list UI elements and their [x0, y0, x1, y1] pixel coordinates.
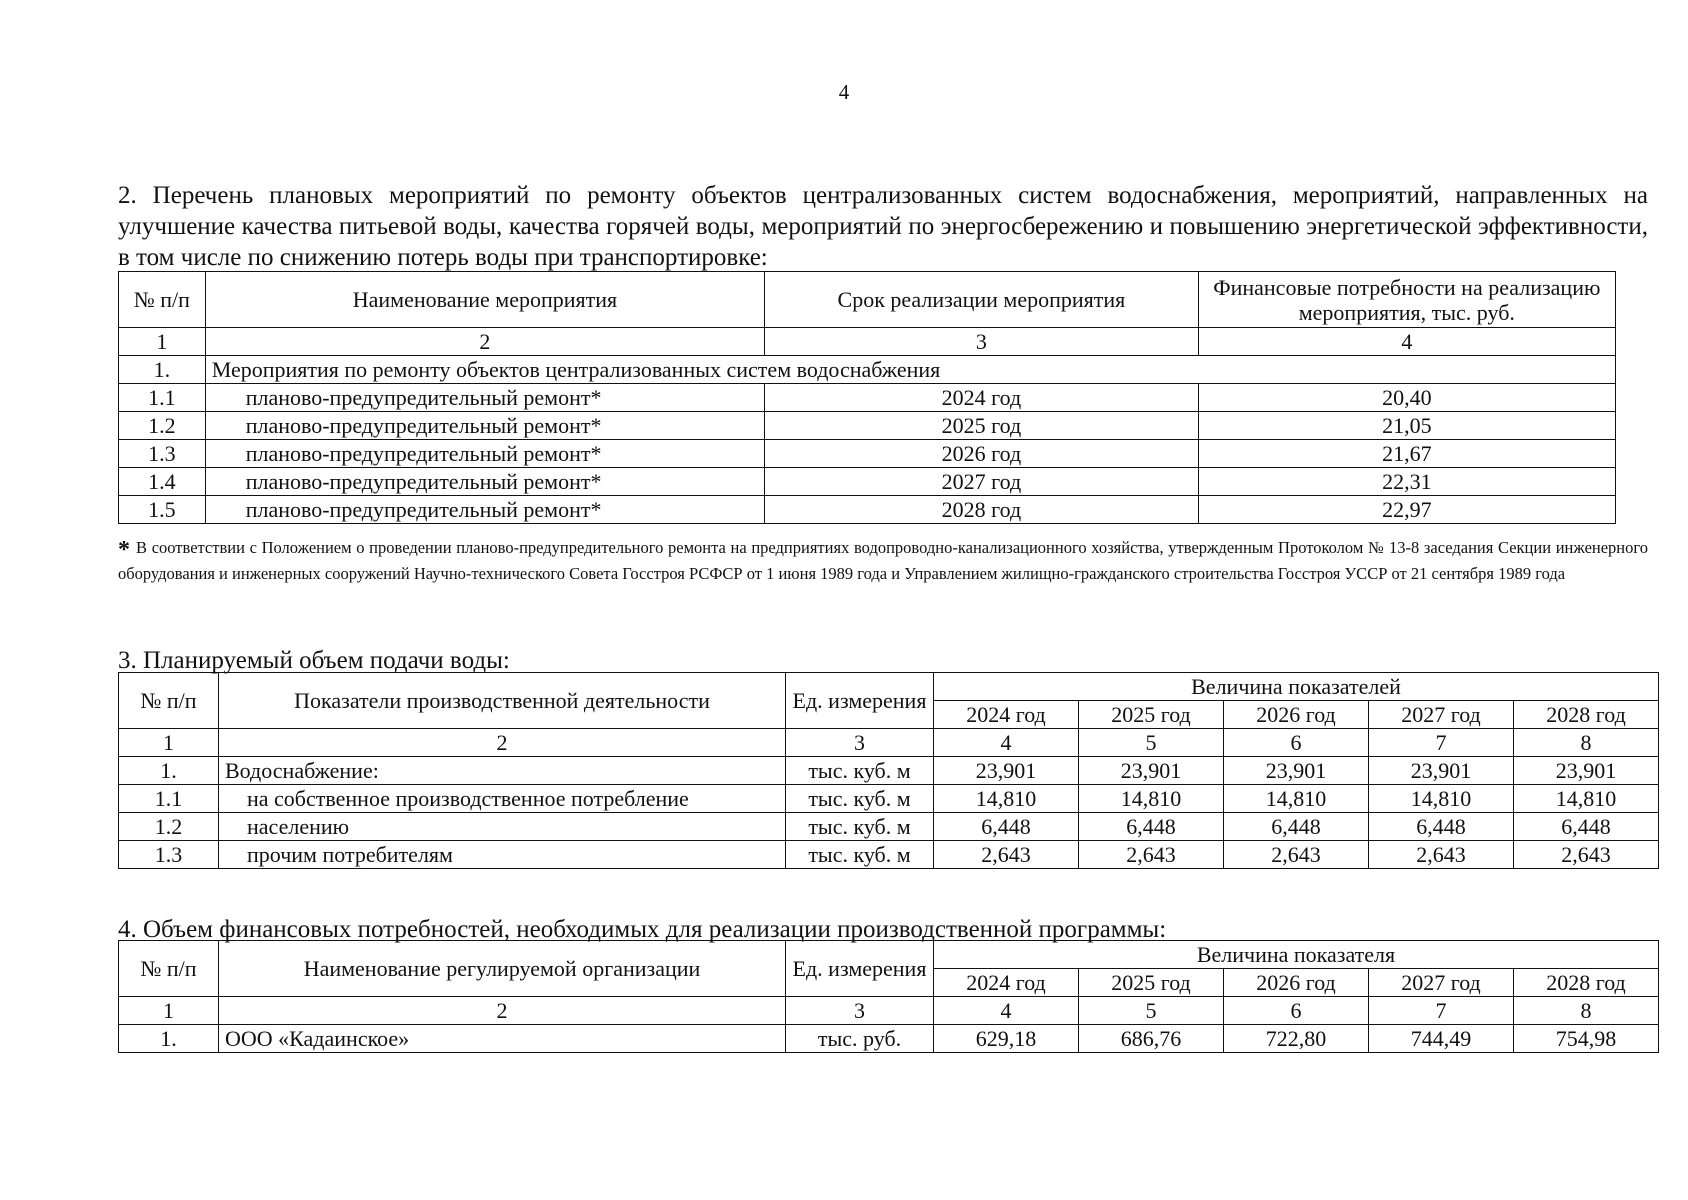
col-number: 3 [786, 997, 934, 1025]
header-year: 2027 год [1369, 701, 1514, 729]
header-year: 2027 год [1369, 969, 1514, 997]
header-term: Срок реализации мероприятия [765, 272, 1198, 328]
value-cell: 23,901 [1514, 757, 1659, 785]
value-cell: 23,901 [1369, 757, 1514, 785]
header-year: 2026 год [1224, 969, 1369, 997]
value-cell: 6,448 [1514, 813, 1659, 841]
value-cell: 14,810 [1224, 785, 1369, 813]
measure-cost: 21,05 [1198, 412, 1615, 440]
measure-term: 2024 год [765, 384, 1198, 412]
unit: тыс. куб. м [786, 841, 934, 869]
group-row [119, 356, 1616, 384]
financial-needs-table [118, 940, 1659, 1053]
header-year: 2025 год [1079, 701, 1224, 729]
col-number: 3 [765, 328, 1198, 356]
header-year: 2028 год [1514, 701, 1659, 729]
header-values-group: Величина показателей [934, 673, 1659, 701]
col-number: 6 [1224, 997, 1369, 1025]
table-row [119, 1025, 1659, 1053]
header-organization: Наименование регулируемой организации [219, 941, 786, 997]
table-row [119, 757, 1659, 785]
col-number: 1 [119, 997, 219, 1025]
group-title: Мероприятия по ремонту объектов централизованных систем водоснабжения [205, 356, 1615, 384]
value-cell: 14,810 [934, 785, 1079, 813]
unit: тыс. куб. м [786, 757, 934, 785]
repair-measures-table [118, 271, 1616, 524]
footnote-mark: * [118, 537, 130, 563]
table-header-row [119, 673, 1659, 701]
col-number: 7 [1369, 997, 1514, 1025]
col-number: 4 [934, 729, 1079, 757]
measure-name: планово-предупредительный ремонт* [205, 440, 764, 468]
header-year: 2028 год [1514, 969, 1659, 997]
col-number: 8 [1514, 729, 1659, 757]
header-measure-name: Наименование мероприятия [205, 272, 764, 328]
measure-name: планово-предупредительный ремонт* [205, 468, 764, 496]
measure-term: 2025 год [765, 412, 1198, 440]
measure-term: 2027 год [765, 468, 1198, 496]
table-row [119, 813, 1659, 841]
column-number-row [119, 729, 1659, 757]
value-cell: 6,448 [1079, 813, 1224, 841]
value-cell: 686,76 [1079, 1025, 1224, 1053]
row-number: 1. [119, 757, 219, 785]
header-number: № п/п [119, 272, 206, 328]
indicator-name: на собственное производственное потребление [219, 785, 786, 813]
row-number: 1.1 [119, 785, 219, 813]
row-number: 1.3 [119, 841, 219, 869]
value-cell: 2,643 [1369, 841, 1514, 869]
header-unit: Ед. измерения [786, 673, 934, 729]
footnote-text: В соответствии с Положением о проведении планово-предупредительного ремонта на предприятиях водопроводно-канализационного хозяйства, утвержденным Протоколом № 13-8 заседания Секции инженерного оборудования и инженерных сооружений Научно-технического Совета Госстроя РСФСР от 1 июня 1989 года и Управлением жилищно-гражданского строительства Госстроя УССР от 21 сентября 1989 года [118, 538, 1648, 583]
value-cell: 6,448 [1369, 813, 1514, 841]
value-cell: 2,643 [1224, 841, 1369, 869]
col-number: 4 [1198, 328, 1615, 356]
row-number: 1.4 [119, 468, 206, 496]
header-values-group: Величина показателя [934, 941, 1659, 969]
indicator-name: населению [219, 813, 786, 841]
value-cell: 14,810 [1369, 785, 1514, 813]
measure-cost: 22,97 [1198, 496, 1615, 524]
value-cell: 2,643 [934, 841, 1079, 869]
row-number: 1. [119, 1025, 219, 1053]
row-number: 1.2 [119, 412, 206, 440]
table-row [119, 468, 1616, 496]
col-number: 1 [119, 328, 206, 356]
page-number: 4 [838, 80, 850, 104]
table-row [119, 440, 1616, 468]
measure-name: планово-предупредительный ремонт* [205, 412, 764, 440]
header-year: 2026 год [1224, 701, 1369, 729]
table-row [119, 841, 1659, 869]
section-2-heading: 2. Перечень плановых мероприятий по ремонту объектов централизованных систем водоснабжения, мероприятий, направленных на улучшение качества питьевой воды, качества горячей воды, мероприятий по энергосбережению и повышению энергетической эффективности, в том числе по снижению потерь воды при транспортировке: [118, 182, 1648, 271]
value-cell: 6,448 [934, 813, 1079, 841]
col-number: 1 [119, 729, 219, 757]
measure-name: планово-предупредительный ремонт* [205, 496, 764, 524]
value-cell: 754,98 [1514, 1025, 1659, 1053]
measure-cost: 22,31 [1198, 468, 1615, 496]
column-number-row [119, 328, 1616, 356]
row-number: 1.3 [119, 440, 206, 468]
col-number: 8 [1514, 997, 1659, 1025]
table-row [119, 496, 1616, 524]
table-row [119, 412, 1616, 440]
header-year: 2024 год [934, 701, 1079, 729]
value-cell: 23,901 [1224, 757, 1369, 785]
col-number: 6 [1224, 729, 1369, 757]
header-number: № п/п [119, 941, 219, 997]
indicator-name: прочим потребителям [219, 841, 786, 869]
value-cell: 14,810 [1079, 785, 1224, 813]
col-number: 2 [219, 729, 786, 757]
measure-cost: 20,40 [1198, 384, 1615, 412]
header-financing: Финансовые потребности на реализацию мероприятия, тыс. руб. [1198, 272, 1615, 328]
unit: тыс. куб. м [786, 785, 934, 813]
header-unit: Ед. измерения [786, 941, 934, 997]
value-cell: 722,80 [1224, 1025, 1369, 1053]
col-number: 2 [205, 328, 764, 356]
header-indicator: Показатели производственной деятельности [219, 673, 786, 729]
value-cell: 14,810 [1514, 785, 1659, 813]
header-number: № п/п [119, 673, 219, 729]
water-supply-volume-table [118, 672, 1659, 869]
row-number: 1. [119, 356, 206, 384]
header-year: 2025 год [1079, 969, 1224, 997]
col-number: 2 [219, 997, 786, 1025]
col-number: 5 [1079, 729, 1224, 757]
measure-name: планово-предупредительный ремонт* [205, 384, 764, 412]
value-cell: 2,643 [1079, 841, 1224, 869]
unit: тыс. куб. м [786, 813, 934, 841]
indicator-name: Водоснабжение: [219, 757, 786, 785]
section-3-heading: 3. Планируемый объем подачи воды: [118, 647, 510, 674]
column-number-row [119, 997, 1659, 1025]
value-cell: 23,901 [1079, 757, 1224, 785]
value-cell: 744,49 [1369, 1025, 1514, 1053]
footnote [118, 536, 1648, 586]
table-header-row [119, 272, 1616, 328]
value-cell: 6,448 [1224, 813, 1369, 841]
table-row [119, 384, 1616, 412]
value-cell: 23,901 [934, 757, 1079, 785]
table-header-row [119, 941, 1659, 969]
col-number: 3 [786, 729, 934, 757]
row-number: 1.5 [119, 496, 206, 524]
organization-name: ООО «Кадаинское» [219, 1025, 786, 1053]
unit: тыс. руб. [786, 1025, 934, 1053]
row-number: 1.2 [119, 813, 219, 841]
table-row [119, 785, 1659, 813]
header-year: 2024 год [934, 969, 1079, 997]
measure-cost: 21,67 [1198, 440, 1615, 468]
section-4-heading: 4. Объем финансовых потребностей, необходимых для реализации производственной программы: [118, 916, 1167, 943]
col-number: 4 [934, 997, 1079, 1025]
measure-term: 2026 год [765, 440, 1198, 468]
value-cell: 629,18 [934, 1025, 1079, 1053]
col-number: 7 [1369, 729, 1514, 757]
measure-term: 2028 год [765, 496, 1198, 524]
value-cell: 2,643 [1514, 841, 1659, 869]
col-number: 5 [1079, 997, 1224, 1025]
row-number: 1.1 [119, 384, 206, 412]
